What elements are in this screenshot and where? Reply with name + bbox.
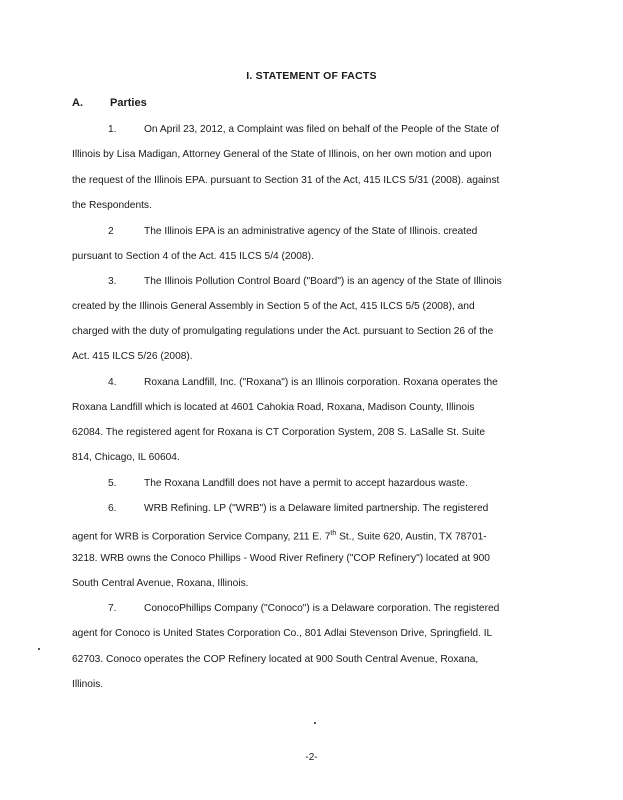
- paragraph-2-line-2: pursuant to Section 4 of the Act. 415 ILCS 5/4 (2008).: [72, 251, 314, 262]
- paragraph-text: On April 23, 2012, a Complaint was filed on behalf of the People of the State of: [144, 124, 500, 135]
- paragraph-7-line-1: [108, 603, 499, 615]
- paragraph-5-line-1: [108, 478, 468, 490]
- paragraph-7-line-2: agent for Conoco is United States Corporation Co., 801 Adlai Stevenson Drive, Springfield. IL: [72, 628, 493, 639]
- paragraph-text: The Roxana Landfill does not have a permit to accept hazardous waste.: [144, 478, 468, 489]
- paragraph-3-line-2: created by the Illinois General Assembly in Section 5 of the Act, 415 ILCS 5/5 (2008), and: [72, 301, 475, 312]
- paragraph-7-line-4: Illinois.: [72, 679, 104, 690]
- paragraph-number: 4.: [108, 377, 117, 388]
- paragraph-6-line-3: 3218. WRB owns the Conoco Phillips - Wood River Refinery ("COP Refinery") located at 900: [72, 553, 490, 564]
- paragraph-3-line-1: [108, 276, 502, 288]
- paragraph-4-line-3: 62084. The registered agent for Roxana is CT Corporation System, 208 S. LaSalle St. Suite: [72, 427, 486, 438]
- paragraph-1-line-4: the Respondents.: [72, 200, 152, 211]
- paragraph-3-line-3: charged with the duty of promulgating regulations under the Act. pursuant to Section 26 of the: [72, 326, 494, 337]
- paragraph-1-line-3: the request of the Illinois EPA. pursuant to Section 31 of the Act, 415 ILCS 5/31 (2008). against: [72, 175, 500, 186]
- ordinal-suffix: th: [330, 530, 337, 537]
- paragraph-text: The Illinois Pollution Control Board ("Board") is an agency of the State of Illinois: [144, 276, 502, 287]
- paragraph-number: 3.: [108, 276, 117, 287]
- page-number: -2-: [305, 752, 318, 763]
- paragraph-4-line-2: Roxana Landfill which is located at 4601 Cahokia Road, Roxana, Madison County, Illinois: [72, 402, 475, 413]
- paragraph-number: 6.: [108, 503, 117, 514]
- paragraph-6-line-4: South Central Avenue, Roxana, Illinois.: [72, 578, 249, 589]
- paragraph-3-line-4: Act. 415 ILCS 5/26 (2008).: [72, 351, 193, 362]
- paragraph-text: The Illinois EPA is an administrative agency of the State of Illinois. created: [144, 226, 478, 237]
- paragraph-1-line-1: [108, 124, 499, 136]
- paragraph-number: 5.: [108, 478, 117, 489]
- paragraph-7-line-3: 62703. Conoco operates the COP Refinery located at 900 South Central Avenue, Roxana,: [72, 654, 479, 665]
- scan-speck: [314, 722, 316, 724]
- paragraph-number: 7.: [108, 603, 117, 614]
- paragraph-text: WRB Refining. LP ("WRB") is a Delaware limited partnership. The registered: [144, 503, 489, 514]
- scan-speck: [38, 648, 40, 650]
- paragraph-2-line-1: [108, 226, 477, 238]
- paragraph-text: ConocoPhillips Company ("Conoco") is a Delaware corporation. The registered: [144, 603, 500, 614]
- paragraph-text: Roxana Landfill, Inc. ("Roxana") is an Illinois corporation. Roxana operates the: [144, 377, 498, 388]
- paragraph-number: 1.: [108, 124, 117, 135]
- paragraph-4-line-1: [108, 377, 498, 389]
- paragraph-number: 2: [108, 226, 114, 237]
- subsection-letter: A.: [72, 97, 83, 109]
- paragraph-4-line-4: 814, Chicago, IL 60604.: [72, 452, 180, 463]
- paragraph-6-line-2: agent for WRB is Corporation Service Company, 211 E. 7th St., Suite 620, Austin, TX 78701-: [72, 530, 487, 543]
- paragraph-6-line-1: [108, 503, 488, 515]
- subsection-title: Parties: [110, 97, 147, 109]
- section-heading: I. STATEMENT OF FACTS: [246, 70, 377, 82]
- paragraph-1-line-2: Illinois by Lisa Madigan, Attorney General of the State of Illinois, on her own motion and upon: [72, 149, 492, 160]
- subsection-heading: [72, 97, 147, 109]
